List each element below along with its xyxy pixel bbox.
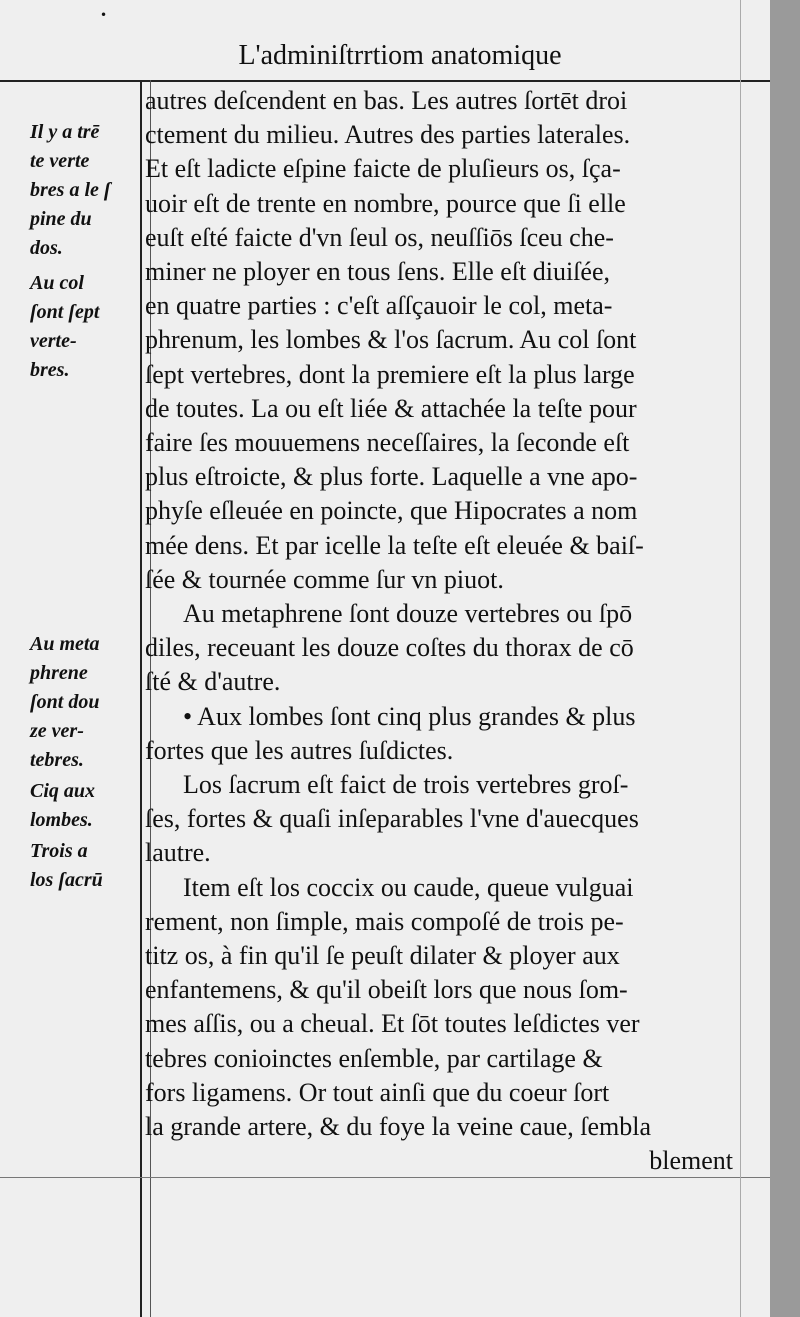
sidenote-vertebrae-count <box>30 118 138 263</box>
text-line: • Aux lombes ſont cinq plus grandes & plus <box>183 701 636 731</box>
sidenote-line: ſont ſept <box>30 301 100 323</box>
text-line: fors ligamens. Or tout ainſi que du coeur ſort <box>145 1077 610 1107</box>
text-line: la grande artere, & du foye la veine caue, ſembla <box>145 1112 652 1142</box>
text-line: autres deſcendent en bas. Les autres ſortēt droi <box>145 86 628 115</box>
sidenote-line: dos. <box>30 237 63 259</box>
sidenote-metaphrene <box>30 630 103 775</box>
main-text <box>145 84 745 1179</box>
sidenote-line: pine du <box>30 208 92 230</box>
sidenote-line: Ciq aux <box>30 780 96 802</box>
header-rule <box>0 80 770 82</box>
text-line: enfantemens, & qu'il obeiſt lors que nous ſom- <box>145 975 628 1005</box>
catchword: blement <box>649 1146 733 1176</box>
sidenote-group-lower <box>30 630 103 895</box>
text-line: mée dens. Et par icelle la teſte eſt eleuée & baiſ- <box>145 530 644 560</box>
text-line: miner ne ployer en tous ſens. Elle eſt diuiſée, <box>145 257 610 287</box>
text-line: lautre. <box>145 838 211 868</box>
text-line: ſes, fortes & quaſi inſeparables l'vne d'auecques <box>145 804 639 834</box>
text-line: mes aſſis, ou a cheual. Et ſōt toutes leſdictes ver <box>145 1009 640 1039</box>
text-line: Los ſacrum eſt faict de trois vertebres groſ- <box>183 770 629 800</box>
text-line: fortes que les autres ſuſdictes. <box>145 735 454 765</box>
sidenote-line: bres a le ſ <box>30 179 111 201</box>
sidenote-line: phrene <box>30 662 88 684</box>
page-edge <box>770 0 800 1317</box>
text-line: ſée & tournée comme ſur vn piuot. <box>145 564 504 594</box>
text-line: Item eſt los coccix ou caude, queue vulguai <box>183 872 634 902</box>
text-line: tebres conioinctes enſemble, par cartilage & <box>145 1043 603 1073</box>
text-line: phrenum, les lombes & l'os ſacrum. Au col ſont <box>145 325 637 355</box>
running-title: L'adminiſtrrtiom anatomique <box>238 40 562 71</box>
sidenote-line: ſont dou <box>30 691 100 713</box>
sidenote-line: Trois a <box>30 840 88 862</box>
text-line: ſté & d'autre. <box>145 667 281 697</box>
text-line: euſt eſté faicte d'vn ſeul os, neuſſiōs ſceu che- <box>145 222 614 252</box>
text-line: ctement du milieu. Autres des parties laterales. <box>145 120 631 150</box>
sidenote-neck <box>30 269 138 385</box>
sidenote-line: tebres. <box>30 749 84 771</box>
top-marker: • <box>100 8 108 22</box>
text-line: plus eſtroicte, & plus forte. Laquelle a vne apo- <box>145 462 638 492</box>
text-line: diles, receuant les douze coſtes du thorax de cō <box>145 633 634 663</box>
text-line: rement, non ſimple, mais compoſé de trois pe- <box>145 906 624 936</box>
sidenote-line: lombes. <box>30 809 93 831</box>
margin-rule <box>140 80 142 1317</box>
text-line: de toutes. La ou eſt liée & attachée la teſte pour <box>145 393 637 423</box>
sidenote-lumbar <box>30 777 103 835</box>
text-line: faire ſes mouuemens neceſſaires, la ſeconde eſt <box>145 428 630 458</box>
text-line: titz os, à fin qu'il ſe peuſt dilater & ployer aux <box>145 941 620 971</box>
sidenote-line: verte- <box>30 330 77 352</box>
text-line: en quatre parties : c'eſt aſſçauoir le col, meta- <box>145 291 613 321</box>
text-line: Et eſt ladicte eſpine faicte de pluſieurs os, ſça- <box>145 154 621 184</box>
sidenote-sacrum <box>30 837 103 895</box>
sidenote-line: ze ver- <box>30 720 84 742</box>
sidenote-line: te verte <box>30 150 90 172</box>
text-line: Au metaphrene ſont douze vertebres ou ſpō <box>183 599 633 629</box>
sidenote-line: Au col <box>30 272 84 294</box>
sidenote-line: Il y a trē <box>30 121 100 143</box>
sidenote-line: bres. <box>30 359 70 381</box>
text-line: phyſe eſleuée en poincte, que Hipocrates a nom <box>145 496 638 526</box>
sidenote-line: los ſacrū <box>30 869 103 891</box>
text-line: uoir eſt de trente en nombre, pource que ſi elle <box>145 188 626 218</box>
text-line: ſept vertebres, dont la premiere eſt la plus large <box>145 359 635 389</box>
sidenote-line: Au meta <box>30 633 100 655</box>
sidenotes-column <box>30 118 138 891</box>
